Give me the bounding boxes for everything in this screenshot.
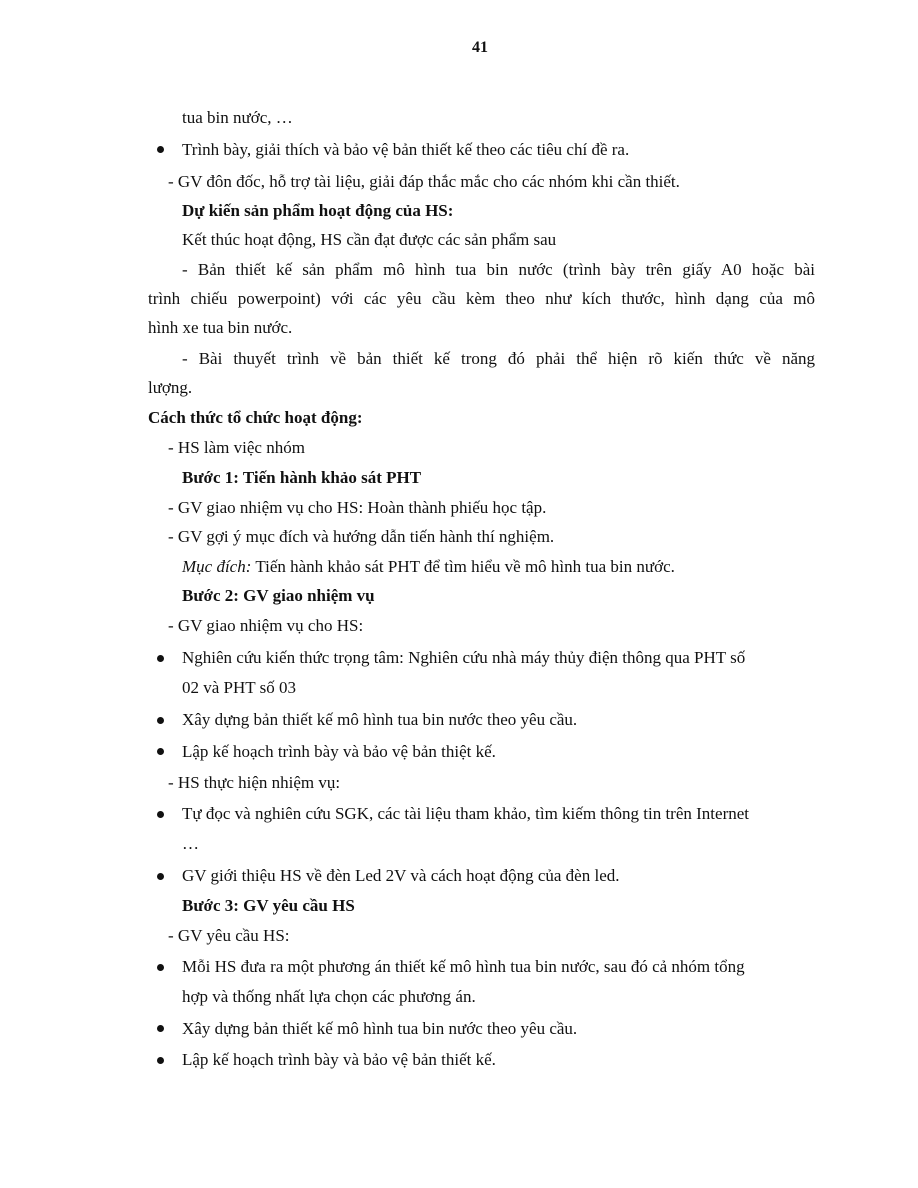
bullet-item: Nghiên cứu kiến thức trọng tâm: Nghiên cứu nhà máy thủy điện thông qua PHT số bbox=[182, 648, 746, 667]
section-heading: Cách thức tổ chức hoạt động: bbox=[148, 408, 363, 427]
page-number: 41 bbox=[472, 39, 488, 56]
text-line: - HS làm việc nhóm bbox=[168, 438, 305, 457]
step-heading: Bước 3: GV yêu cầu HS bbox=[182, 896, 355, 915]
text-line: - GV giao nhiệm vụ cho HS: Hoàn thành phiếu học tập. bbox=[168, 498, 547, 517]
step-heading: Bước 1: Tiến hành khảo sát PHT bbox=[182, 468, 422, 487]
paragraph-line: - Bản thiết kế sản phẩm mô hình tua bin nước (trình bày trên giấy A0 hoặc bài bbox=[182, 260, 815, 279]
bullet-icon bbox=[157, 1025, 164, 1032]
paragraph-line: - Bài thuyết trình về bản thiết kế trong đó phải thể hiện rõ kiến thức về năng bbox=[182, 349, 815, 368]
bullet-icon bbox=[157, 748, 164, 755]
paragraph-line: trình chiếu powerpoint) với các yêu cầu kèm theo như kích thước, hình dạng của mô bbox=[148, 289, 815, 308]
text-line: - GV gợi ý mục đích và hướng dẫn tiến hành thí nghiệm. bbox=[168, 527, 555, 546]
purpose-label: Mục đích: bbox=[182, 557, 252, 576]
text-line: - GV giao nhiệm vụ cho HS: bbox=[168, 616, 364, 635]
bullet-item-continued: … bbox=[182, 834, 199, 853]
step-heading: Bước 2: GV giao nhiệm vụ bbox=[182, 586, 375, 605]
bullet-item: Tự đọc và nghiên cứu SGK, các tài liệu tham khảo, tìm kiếm thông tin trên Internet bbox=[182, 804, 750, 823]
bullet-item: Lập kế hoạch trình bày và bảo vệ bản thiệt kế. bbox=[182, 742, 496, 761]
bullet-item-continued: 02 và PHT số 03 bbox=[182, 678, 296, 697]
bullet-icon bbox=[157, 717, 164, 724]
text-line: - GV đôn đốc, hỗ trợ tài liệu, giải đáp thắc mắc cho các nhóm khi cần thiết. bbox=[168, 172, 680, 191]
bullet-icon bbox=[157, 811, 164, 818]
bullet-icon bbox=[157, 1057, 164, 1064]
bullet-item: Xây dựng bản thiết kế mô hình tua bin nước theo yêu cầu. bbox=[182, 710, 578, 729]
bullet-icon bbox=[157, 655, 164, 662]
purpose-line bbox=[182, 555, 675, 579]
text-line: - GV yêu cầu HS: bbox=[168, 926, 290, 945]
bullet-icon bbox=[157, 964, 164, 971]
text-line: tua bin nước, … bbox=[182, 108, 293, 127]
bullet-item-continued: hợp và thống nhất lựa chọn các phương án. bbox=[182, 987, 476, 1006]
bullet-icon bbox=[157, 146, 164, 153]
bullet-icon bbox=[157, 873, 164, 880]
purpose-text: Tiến hành khảo sát PHT để tìm hiểu về mô hình tua bin nước. bbox=[251, 557, 675, 576]
text-line: - HS thực hiện nhiệm vụ: bbox=[168, 773, 341, 792]
bullet-item: Lập kế hoạch trình bày và bảo vệ bản thiết kế. bbox=[182, 1050, 496, 1069]
section-heading: Dự kiến sản phẩm hoạt động của HS: bbox=[182, 201, 454, 220]
bullet-item: GV giới thiệu HS về đèn Led 2V và cách hoạt động của đèn led. bbox=[182, 866, 620, 885]
paragraph-line: hình xe tua bin nước. bbox=[148, 318, 293, 337]
bullet-item: Mỗi HS đưa ra một phương án thiết kế mô hình tua bin nước, sau đó cả nhóm tổng bbox=[182, 957, 745, 976]
paragraph-line: lượng. bbox=[148, 378, 193, 397]
bullet-item: Xây dựng bản thiết kế mô hình tua bin nước theo yêu cầu. bbox=[182, 1019, 578, 1038]
text-line: Kết thúc hoạt động, HS cần đạt được các sản phẩm sau bbox=[182, 230, 557, 249]
bullet-item: Trình bày, giải thích và bảo vệ bản thiết kế theo các tiêu chí đề ra. bbox=[182, 140, 630, 159]
